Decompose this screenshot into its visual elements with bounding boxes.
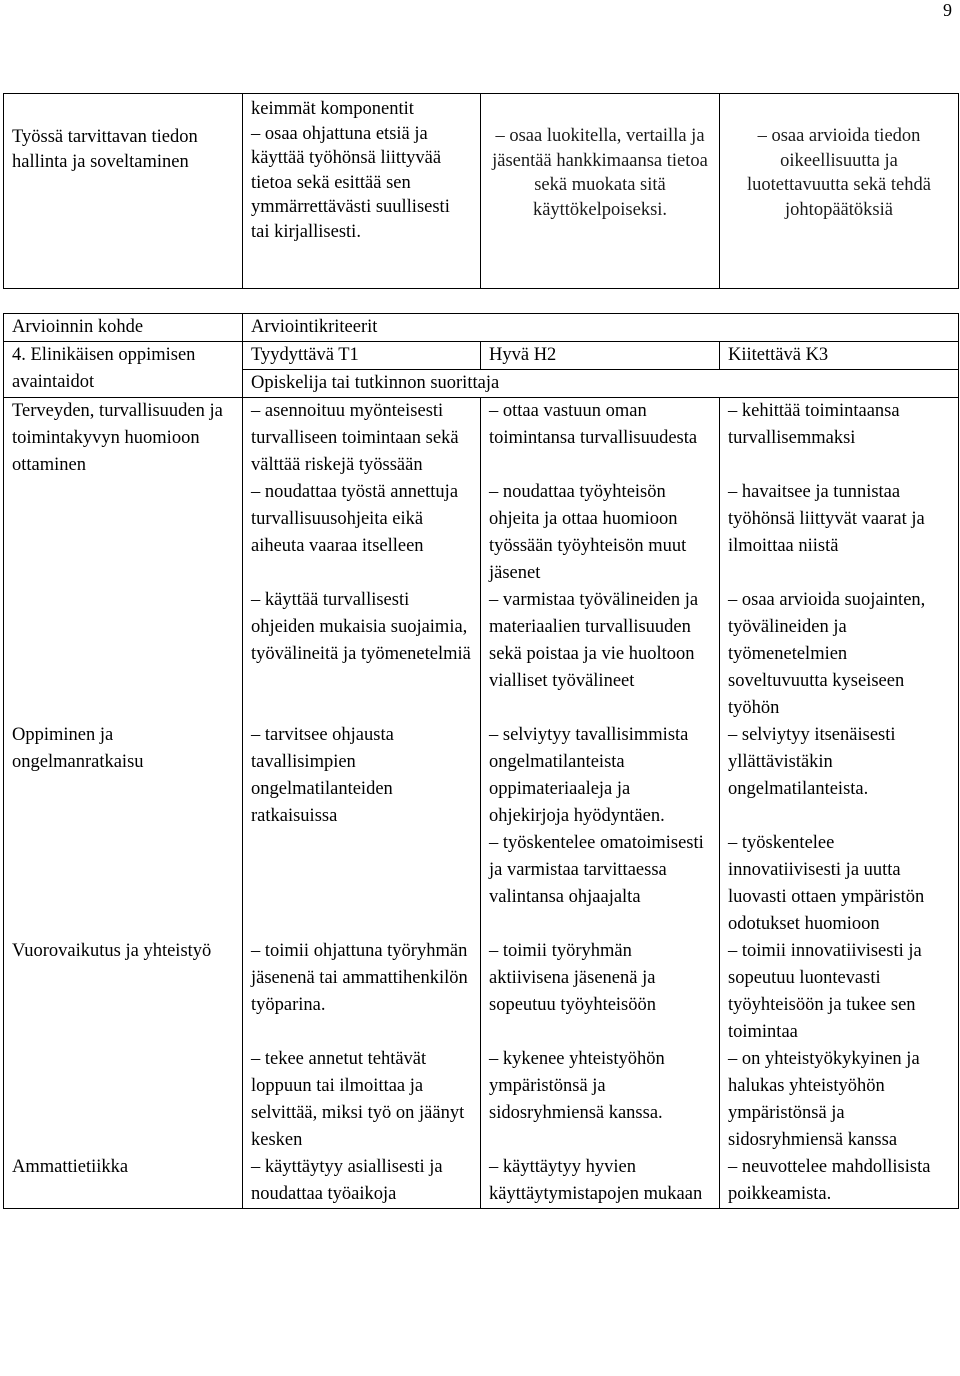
competence-t1-text: keimmät komponentit – osaa ohjattuna etsiä ja käyttää työhönsä liittyvää tietoa sekä esittää sen ymmärrettävästi suullisesti tai kirjallisesti.	[251, 99, 450, 242]
row-object: Oppiminen ja ongelmanratkaisu	[4, 722, 243, 830]
competence-k3	[720, 94, 959, 289]
competence-t1	[243, 94, 481, 289]
row-h2: – varmistaa työvälineiden ja materiaalien turvallisuuden sekä poistaa ja vie huoltoon vialliset työvälineet	[481, 587, 720, 722]
row-h2: – ottaa vastuun oman toimintansa turvallisuudesta	[481, 398, 720, 480]
competence-title-text: Työssä tarvittavan tiedon hallinta ja soveltaminen	[12, 127, 198, 172]
row-k3: – selviytyy itsenäisesti yllättävistäkin ongelmatilanteista.	[720, 722, 959, 830]
level-t1: Tyydyttävä T1	[243, 342, 481, 370]
row-t1: – käyttää turvallisesti ohjeiden mukaisia suojaimia, työvälineitä ja työmenetelmiä	[243, 587, 481, 722]
row-k3: – kehittää toimintaansa turvallisemmaksi	[720, 398, 959, 480]
row-t1: – toimii ohjattuna työryhmän jäsenenä tai ammattihenkilön työparina.	[243, 938, 481, 1046]
student-line: Opiskelija tai tutkinnon suorittaja	[243, 370, 959, 398]
level-h2: Hyvä H2	[481, 342, 720, 370]
competence-title	[4, 94, 243, 289]
row-object: Ammattietiikka	[4, 1154, 243, 1209]
competence-table	[3, 93, 959, 289]
row-t1: – tarvitsee ohjausta tavallisimpien ongelmatilanteiden ratkaisuissa	[243, 722, 481, 830]
row-t1: – noudattaa työstä annettuja turvallisuusohjeita eikä aiheuta vaaraa itselleen	[243, 479, 481, 587]
row-object	[4, 830, 243, 938]
row-t1	[243, 830, 481, 938]
header-criteria: Arviointikriteerit	[243, 314, 959, 342]
row-h2: – selviytyy tavallisimmista ongelmatilanteista oppimateriaaleja ja ohjekirjoja hyödyntäen.	[481, 722, 720, 830]
row-k3: – on yhteistyökykyinen ja halukas yhteistyöhön ympäristönsä ja sidosryhmiensä kanssa	[720, 1046, 959, 1154]
row-k3: – havaitsee ja tunnistaa työhönsä liittyvät vaarat ja ilmoittaa niistä	[720, 479, 959, 587]
competence-h2-text: – osaa luokitella, vertailla ja jäsentää hankkimaansa tietoa sekä muokata sitä käyttökelpoiseksi.	[492, 126, 708, 220]
row-object: Vuorovaikutus ja yhteistyö	[4, 938, 243, 1046]
header-object: Arvioinnin kohde	[4, 314, 243, 342]
row-object	[4, 1046, 243, 1154]
level-k3: Kiitettävä K3	[720, 342, 959, 370]
row-h2: – noudattaa työyhteisön ohjeita ja ottaa huomioon työssään työyhteisön muut jäsenet	[481, 479, 720, 587]
competence-k3-text: – osaa arvioida tiedon oikeellisuutta ja luotettavuutta sekä tehdä johtopäätöksiä	[747, 126, 931, 220]
row-k3: – osaa arvioida suojainten, työvälineiden ja työmenetelmien soveltuvuutta kyseiseen työhön	[720, 587, 959, 722]
row-h2: – käyttäytyy hyvien käyttäytymistapojen mukaan	[481, 1154, 720, 1209]
row-object	[4, 479, 243, 587]
page-number: 9	[943, 0, 952, 20]
row-t1: – asennoituu myönteisesti turvalliseen toimintaan sekä välttää riskejä työssään	[243, 398, 481, 480]
row-t1: – tekee annetut tehtävät loppuun tai ilmoittaa ja selvittää, miksi työ on jäänyt kesken	[243, 1046, 481, 1154]
row-h2: – työskentelee omatoimisesti ja varmistaa tarvittaessa valintansa ohjaajalta	[481, 830, 720, 938]
row-h2: – toimii työryhmän aktiivisena jäsenenä ja sopeutuu työyhteisöön	[481, 938, 720, 1046]
row-k3: – työskentelee innovatiivisesti ja uutta luovasti ottaen ympäristön odotukset huomioon	[720, 830, 959, 938]
row-t1: – käyttäytyy asiallisesti ja noudattaa työaikoja	[243, 1154, 481, 1209]
row-object	[4, 587, 243, 722]
criteria-table	[3, 313, 959, 1209]
row-object: Terveyden, turvallisuuden ja toimintakyvyn huomioon ottaminen	[4, 398, 243, 480]
object-title: 4. Elinikäisen oppimisen avaintaidot	[4, 342, 243, 398]
competence-h2	[481, 94, 720, 289]
row-k3: – toimii innovatiivisesti ja sopeutuu luontevasti työyhteisöön ja tukee sen toimintaa	[720, 938, 959, 1046]
row-k3: – neuvottelee mahdollisista poikkeamista.	[720, 1154, 959, 1209]
row-h2: – kykenee yhteistyöhön ympäristönsä ja sidosryhmiensä kanssa.	[481, 1046, 720, 1154]
